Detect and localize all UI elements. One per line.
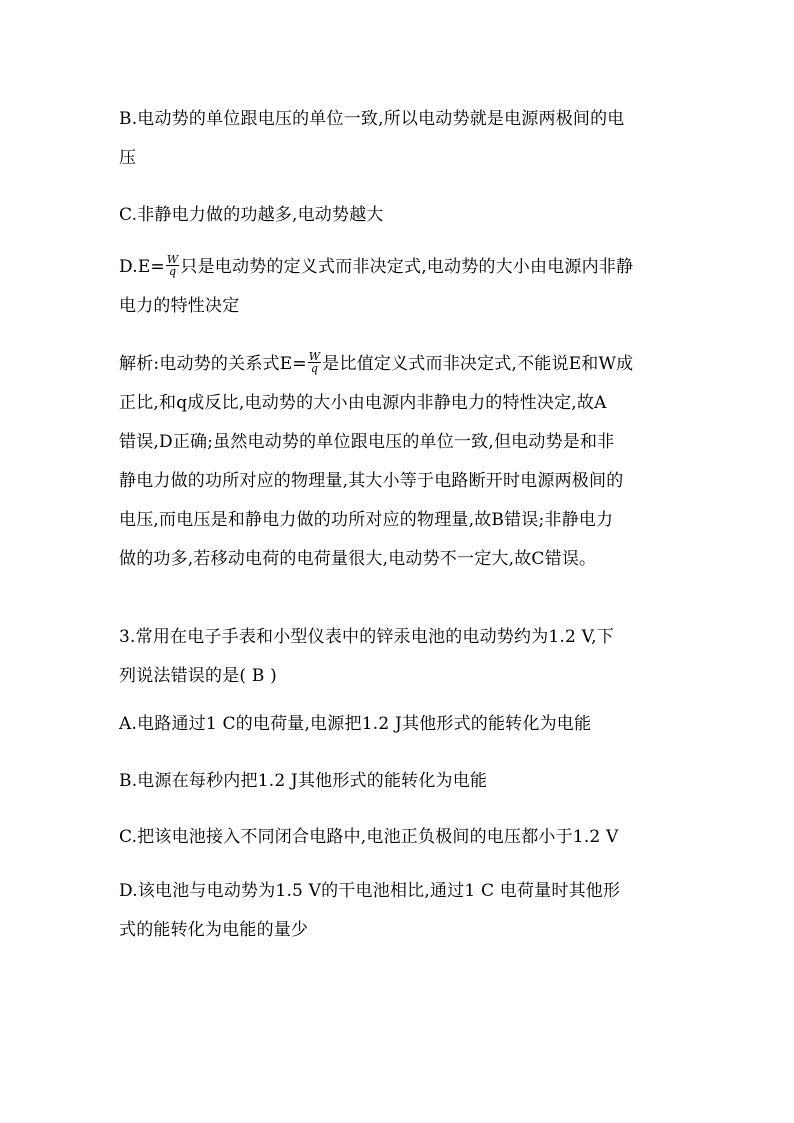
text-line: C.把该电池接入不同闭合电路中,电池正负极间的电压都小于1.2 V (119, 827, 619, 847)
text-line: 错误,D正确;虽然电动势的单位跟电压的单位一致,但电动势是和非 (119, 432, 615, 452)
text-line: 电力的特性决定 (119, 296, 240, 316)
q3-option-b (119, 762, 679, 801)
text-line: B.电动势的单位跟电压的单位一致,所以电动势就是电源两极间的电 (119, 109, 625, 129)
text-line: C.非静电力做的功越多,电动势越大 (119, 205, 384, 225)
text-line: 电压,而电压是和静电力做的功所对应的物理量,故B错误;非静电力 (119, 510, 614, 530)
fraction-denominator: q (310, 362, 319, 375)
q2-analysis (119, 345, 679, 579)
q2-option-d (119, 248, 679, 326)
q2-option-b (119, 100, 679, 178)
text-line: 式的能转化为电能的量少 (119, 920, 309, 940)
fraction-w-over-q (308, 351, 322, 374)
text-line: 3.常用在电子手表和小型仪表中的锌汞电池的电动势约为1.2 V,下 (119, 627, 614, 647)
text-line-with-formula (119, 345, 679, 384)
fraction-w-over-q (166, 254, 180, 277)
q2-option-c (119, 196, 679, 235)
text-line: A.电路通过1 C的电荷量,电源把1.2 J其他形式的能转化为电能 (119, 714, 592, 734)
text-line: 列说法错误的是( B ) (119, 666, 277, 686)
text-line: 压 (119, 148, 137, 168)
text-line: D.该电池与电动势为1.5 V的干电池相比,通过1 C 电荷量时其他形 (119, 881, 621, 901)
fraction-numerator: W (166, 253, 179, 266)
fraction-denominator: q (169, 265, 177, 278)
text-segment: D.E= (119, 257, 165, 277)
q3-stem (119, 618, 679, 696)
text-segment: 是比值定义式而非决定式,不能说E和W成 (322, 354, 634, 374)
q3-option-a (119, 705, 679, 744)
q3-option-c (119, 818, 679, 857)
q3-option-d (119, 872, 679, 950)
text-line: 做的功多,若移动电荷的电荷量很大,电动势不一定大,故C错误。 (119, 549, 597, 569)
fraction-numerator: W (308, 350, 321, 363)
text-line: 正比,和q成反比,电动势的大小由电源内非静电力的特性决定,故A (119, 393, 607, 413)
text-line: 静电力做的功所对应的物理量,其大小等于电路断开时电源两极间的 (119, 471, 624, 491)
text-segment: 只是电动势的定义式而非决定式,电动势的大小由电源内非静 (180, 257, 634, 277)
text-segment: 解析:电动势的关系式E= (119, 354, 307, 374)
text-line-with-formula (119, 248, 679, 287)
text-line: B.电源在每秒内把1.2 J其他形式的能转化为电能 (119, 771, 488, 791)
